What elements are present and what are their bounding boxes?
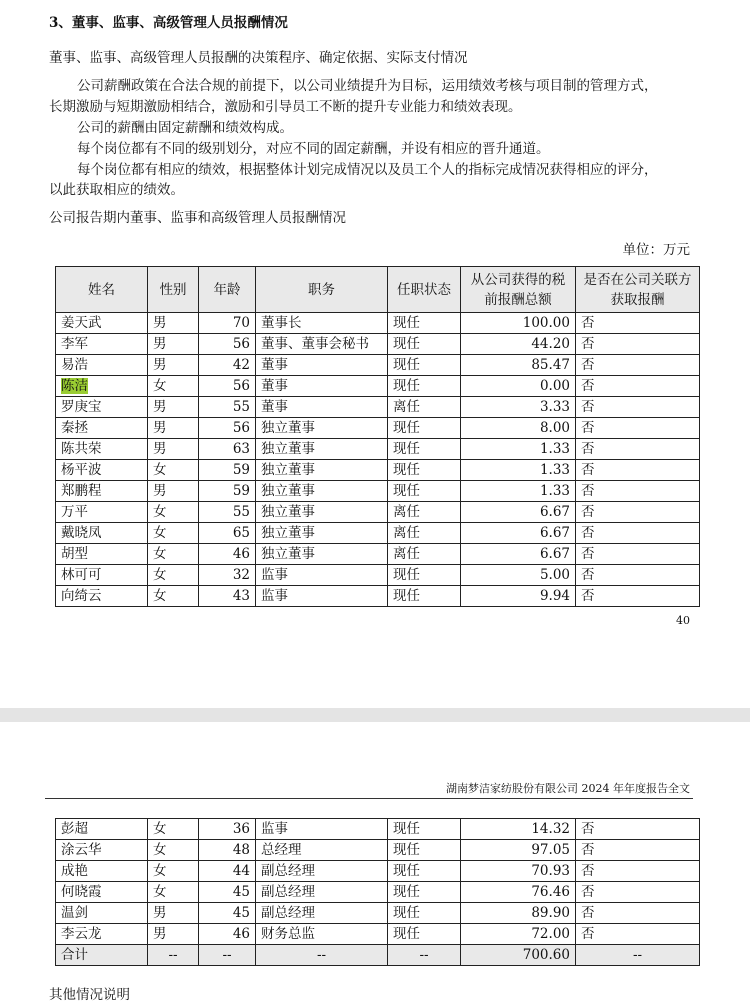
cell-age: 43 [199,586,256,607]
cell-position: 独立董事 [256,460,388,481]
cell-gender: 男 [148,924,199,945]
cell-age: 46 [199,544,256,565]
cell-pay: 97.05 [461,840,576,861]
cell-position: 副总经理 [256,903,388,924]
cell-name: 陈共荣 [56,439,148,460]
table-row [56,313,700,334]
cell-name: 李云龙 [56,924,148,945]
cell-age: 36 [199,819,256,840]
cell-pay: 3.33 [461,397,576,418]
table-caption: 公司报告期内董事、监事和高级管理人员报酬情况 [49,210,346,226]
cell-name: 李军 [56,334,148,355]
header-related-pay: 是否在公司关联方获取报酬 [576,267,700,313]
cell-pay: 700.60 [461,945,576,966]
cell-status: 现任 [388,460,461,481]
cell-pay: 76.46 [461,882,576,903]
cell-gender: 女 [148,819,199,840]
cell-age: 45 [199,903,256,924]
page-number: 40 [676,614,690,627]
cell-pay: 100.00 [461,313,576,334]
cell-age: 32 [199,565,256,586]
cell-status: 现任 [388,439,461,460]
table-row [56,544,700,565]
cell-name: 何晓霞 [56,882,148,903]
policy-line-2: 长期激励与短期激励相结合，激励和引导员工不断的提升专业能力和绩效表现。 [49,99,522,115]
header-pay: 从公司获得的税前报酬总额 [461,267,576,313]
cell-name: 戴晓凤 [56,523,148,544]
table-total-row [56,945,700,966]
cell-position: 董事、董事会秘书 [256,334,388,355]
cell-pay: 1.33 [461,439,576,460]
cell-status: 现任 [388,565,461,586]
cell-status: 离任 [388,523,461,544]
header-age: 年龄 [199,267,256,313]
cell-pay: 1.33 [461,460,576,481]
table-row [56,334,700,355]
cell-name: 罗庚宝 [56,397,148,418]
table-row [56,819,700,840]
cell-status: 现任 [388,586,461,607]
cell-pay: 6.67 [461,544,576,565]
header-name: 姓名 [56,267,148,313]
table-row [56,439,700,460]
cell-age: 46 [199,924,256,945]
cell-status: 现任 [388,924,461,945]
compensation-table [55,266,700,607]
cell-age: 56 [199,376,256,397]
cell-status: 现任 [388,819,461,840]
policy-line-3: 公司的薪酬由固定薪酬和绩效构成。 [77,120,293,136]
cell-pay: 44.20 [461,334,576,355]
cell-related-pay: 否 [576,924,700,945]
cell-related-pay: 否 [576,439,700,460]
cell-age: 42 [199,355,256,376]
cell-gender: 男 [148,418,199,439]
cell-position: 董事 [256,397,388,418]
cell-age: -- [199,945,256,966]
cell-status: 现任 [388,861,461,882]
cell-related-pay: 否 [576,418,700,439]
cell-status: 现任 [388,355,461,376]
cell-position: 副总经理 [256,861,388,882]
cell-position: 财务总监 [256,924,388,945]
cell-pay: 0.00 [461,376,576,397]
cell-related-pay: 否 [576,397,700,418]
cell-position: 副总经理 [256,882,388,903]
cell-status: 离任 [388,502,461,523]
table-row [56,460,700,481]
page-gap [0,708,750,722]
cell-related-pay: 否 [576,819,700,840]
policy-line-6: 以此获取相应的绩效。 [49,182,184,198]
compensation-table-continued [55,818,700,966]
cell-name: 合计 [56,945,148,966]
cell-related-pay: 否 [576,861,700,882]
table-row [56,882,700,903]
cell-name: 成艳 [56,861,148,882]
header-gender: 性别 [148,267,199,313]
cell-position: 独立董事 [256,418,388,439]
cell-gender: 女 [148,502,199,523]
table-row [56,586,700,607]
cell-related-pay: 否 [576,502,700,523]
cell-gender: 女 [148,840,199,861]
cell-age: 55 [199,397,256,418]
table-row [56,924,700,945]
cell-status: 现任 [388,481,461,502]
cell-status: 离任 [388,544,461,565]
cell-related-pay: 否 [576,882,700,903]
cell-status: 现任 [388,418,461,439]
cell-pay: 14.32 [461,819,576,840]
cell-related-pay: 否 [576,355,700,376]
cell-position: 独立董事 [256,544,388,565]
cell-position: 监事 [256,586,388,607]
cell-age: 55 [199,502,256,523]
cell-gender: 男 [148,397,199,418]
cell-name [56,376,148,397]
cell-related-pay: 否 [576,376,700,397]
cell-position: 独立董事 [256,523,388,544]
cell-related-pay: 否 [576,523,700,544]
table-row [56,397,700,418]
cell-gender: 女 [148,586,199,607]
cell-position: 董事长 [256,313,388,334]
table-row [56,502,700,523]
header-status: 任职状态 [388,267,461,313]
cell-age: 56 [199,334,256,355]
cell-age: 56 [199,418,256,439]
cell-name: 姜天武 [56,313,148,334]
cell-related-pay: 否 [576,586,700,607]
cell-name: 彭超 [56,819,148,840]
cell-gender: 女 [148,565,199,586]
cell-related-pay: 否 [576,903,700,924]
cell-related-pay: -- [576,945,700,966]
cell-position: 独立董事 [256,502,388,523]
cell-gender: -- [148,945,199,966]
cell-pay: 9.94 [461,586,576,607]
policy-line-4: 每个岗位都有不同的级别划分，对应不同的固定薪酬，并设有相应的晋升通道。 [77,141,550,157]
cell-related-pay: 否 [576,460,700,481]
policy-line-5: 每个岗位都有相应的绩效，根据整体计划完成情况以及员工个人的指标完成情况获得相应的评分， [77,162,658,178]
cell-gender: 女 [148,376,199,397]
cell-position: 董事 [256,355,388,376]
cell-status: 现任 [388,882,461,903]
cell-position: 独立董事 [256,481,388,502]
cell-status: 现任 [388,376,461,397]
table-row [56,903,700,924]
table-row [56,481,700,502]
table-header-row [56,267,700,313]
cell-position: 监事 [256,819,388,840]
cell-gender: 女 [148,882,199,903]
cell-name: 秦拯 [56,418,148,439]
cell-name: 杨平波 [56,460,148,481]
cell-related-pay: 否 [576,334,700,355]
cell-gender: 女 [148,460,199,481]
cell-gender: 男 [148,439,199,460]
cell-age: 45 [199,882,256,903]
cell-age: 63 [199,439,256,460]
section-heading: 3、董事、监事、高级管理人员报酬情况 [49,15,288,31]
cell-age: 44 [199,861,256,882]
other-notes-title: 其他情况说明 [49,987,130,1003]
cell-related-pay: 否 [576,565,700,586]
running-header: 湖南梦洁家纺股份有限公司 2024 年年度报告全文 [446,782,690,795]
cell-pay: 5.00 [461,565,576,586]
cell-name: 林可可 [56,565,148,586]
cell-gender: 女 [148,523,199,544]
highlighted-name: 陈洁 [61,378,88,394]
cell-pay: 8.00 [461,418,576,439]
cell-name: 万平 [56,502,148,523]
cell-position: 总经理 [256,840,388,861]
cell-position: 董事 [256,376,388,397]
cell-status: 离任 [388,397,461,418]
cell-gender: 男 [148,355,199,376]
cell-pay: 85.47 [461,355,576,376]
cell-related-pay: 否 [576,840,700,861]
cell-status: 现任 [388,903,461,924]
cell-gender: 男 [148,313,199,334]
cell-gender: 女 [148,861,199,882]
cell-name: 向绮云 [56,586,148,607]
paragraph-title: 董事、监事、高级管理人员报酬的决策程序、确定依据、实际支付情况 [49,50,468,66]
cell-status: -- [388,945,461,966]
cell-related-pay: 否 [576,313,700,334]
cell-name: 涂云华 [56,840,148,861]
cell-pay: 72.00 [461,924,576,945]
table-row [56,840,700,861]
cell-gender: 女 [148,544,199,565]
table-row [56,376,700,397]
unit-label: 单位：万元 [622,242,690,258]
header-rule [45,798,693,799]
cell-position: -- [256,945,388,966]
cell-age: 59 [199,481,256,502]
cell-name: 温剑 [56,903,148,924]
cell-status: 现任 [388,313,461,334]
cell-pay: 89.90 [461,903,576,924]
cell-pay: 6.67 [461,523,576,544]
report-page-2 [0,722,750,1005]
cell-age: 65 [199,523,256,544]
cell-related-pay: 否 [576,544,700,565]
table-row [56,861,700,882]
cell-gender: 男 [148,903,199,924]
cell-related-pay: 否 [576,481,700,502]
cell-position: 监事 [256,565,388,586]
cell-status: 现任 [388,334,461,355]
cell-name: 郑鹏程 [56,481,148,502]
cell-gender: 男 [148,481,199,502]
table-row [56,355,700,376]
cell-position: 独立董事 [256,439,388,460]
policy-line-1: 公司薪酬政策在合法合规的前提下，以公司业绩提升为目标，运用绩效考核与项目制的管理方式， [77,78,658,94]
cell-name: 胡型 [56,544,148,565]
cell-pay: 6.67 [461,502,576,523]
cell-pay: 1.33 [461,481,576,502]
table-row [56,565,700,586]
cell-name: 易浩 [56,355,148,376]
table-row [56,523,700,544]
cell-status: 现任 [388,840,461,861]
header-position: 职务 [256,267,388,313]
table-row [56,418,700,439]
cell-age: 48 [199,840,256,861]
cell-age: 59 [199,460,256,481]
cell-gender: 男 [148,334,199,355]
cell-pay: 70.93 [461,861,576,882]
cell-age: 70 [199,313,256,334]
